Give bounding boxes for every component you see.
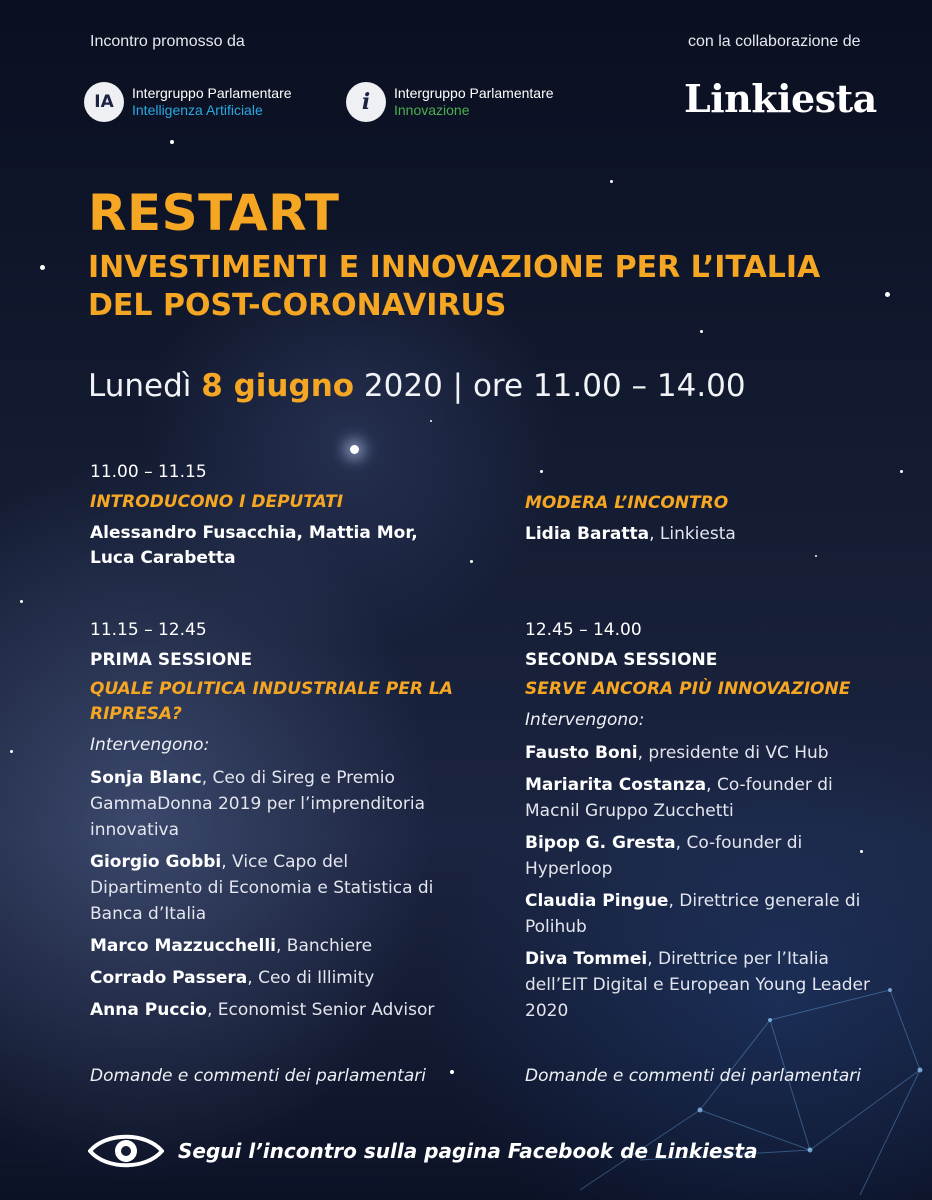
date-day: Lunedì — [88, 368, 192, 404]
moderator-org: , Linkiesta — [649, 524, 736, 544]
speaker-item: Sonja Blanc, Ceo di Sireg e Premio GammaDonna 2019 per l’imprenditoria innovativa — [90, 768, 426, 840]
speaker-item: Corrado Passera, Ceo di Illimity — [90, 968, 375, 988]
session2-block — [525, 620, 880, 1030]
moderator-heading: MODERA L’INCONTRO — [525, 493, 729, 513]
logo-ia-line2: Intelligenza Artificiale — [132, 102, 263, 118]
speaker-item: Claudia Pingue, Direttrice generale di Polihub — [525, 891, 861, 937]
session1-topic: QUALE POLITICA INDUSTRIALE PER LA RIPRESA? — [90, 679, 453, 724]
session2-speakers-intro: Intervengono: — [525, 710, 645, 730]
session2-closing: Domande e commenti dei parlamentari — [525, 1066, 861, 1086]
session2-time: 12.45 – 14.00 — [525, 620, 642, 640]
session1-speakers-intro: Intervengono: — [90, 735, 210, 755]
session2-topic: SERVE ANCORA PIÙ INNOVAZIONE — [525, 679, 851, 699]
event-subtitle-line2: DEL POST-CORONAVIRUS — [88, 288, 507, 323]
footer-text: Segui l’incontro sulla pagina Facebook de — [178, 1139, 649, 1163]
promoted-by-label: Incontro promosso da — [90, 33, 245, 50]
intro-heading: INTRODUCONO I DEPUTATI — [90, 492, 344, 512]
speaker-item: Bipop G. Gresta, Co-founder di Hyperloop — [525, 833, 803, 879]
moderator-block — [525, 491, 900, 547]
speaker-item: Mariarita Costanza, Co-founder di Macnil Gruppo Zucchetti — [525, 775, 833, 821]
date-highlight: 8 giugno — [201, 368, 355, 404]
session1-time: 11.15 – 12.45 — [90, 620, 207, 640]
logo-intergruppo-ia — [84, 82, 292, 122]
logo-i-line2: Innovazione — [394, 102, 470, 118]
intro-block — [90, 462, 465, 571]
i-logo-icon: i — [346, 82, 386, 122]
footer-brand-link[interactable]: Linkiesta — [655, 1139, 758, 1163]
speaker-item: Giorgio Gobbi, Vice Capo del Dipartimento di Economia e Statistica di Banca d’Italia — [90, 852, 434, 924]
session1-closing: Domande e commenti dei parlamentari — [90, 1066, 426, 1086]
event-title: RESTART — [88, 184, 340, 242]
event-subtitle-line1: INVESTIMENTI E INNOVAZIONE PER L’ITALIA — [88, 250, 821, 285]
eye-icon — [88, 1130, 164, 1172]
intro-names: Alessandro Fusacchia, Mattia Mor, Luca Carabetta — [90, 523, 418, 568]
intro-time: 11.00 – 11.15 — [90, 462, 207, 482]
linkiesta-logo: Linkiesta — [684, 76, 877, 121]
speaker-item: Fausto Boni, presidente di VC Hub — [525, 743, 829, 763]
speaker-item: Anna Puccio, Economist Senior Advisor — [90, 1000, 435, 1020]
logo-ia-line1: Intergruppo Parlamentare — [132, 85, 292, 101]
event-date — [88, 368, 746, 404]
ia-logo-icon: IA — [84, 82, 124, 122]
session1-label: PRIMA SESSIONE — [90, 650, 253, 670]
session2-label: SECONDA SESSIONE — [525, 650, 718, 670]
session1-block — [90, 620, 455, 1029]
logo-intergruppo-innovazione — [346, 82, 554, 122]
moderator-name: Lidia Baratta — [525, 524, 650, 544]
footer-facebook — [88, 1130, 758, 1172]
logo-i-line1: Intergruppo Parlamentare — [394, 85, 554, 101]
collaboration-label: con la collaborazione de — [688, 33, 861, 50]
speaker-item: Marco Mazzucchelli, Banchiere — [90, 936, 373, 956]
date-rest: 2020 | ore 11.00 – 14.00 — [363, 368, 746, 404]
speaker-item: Diva Tommei, Direttrice per l’Italia dell’EIT Digital e European Young Leader 2020 — [525, 949, 870, 1021]
